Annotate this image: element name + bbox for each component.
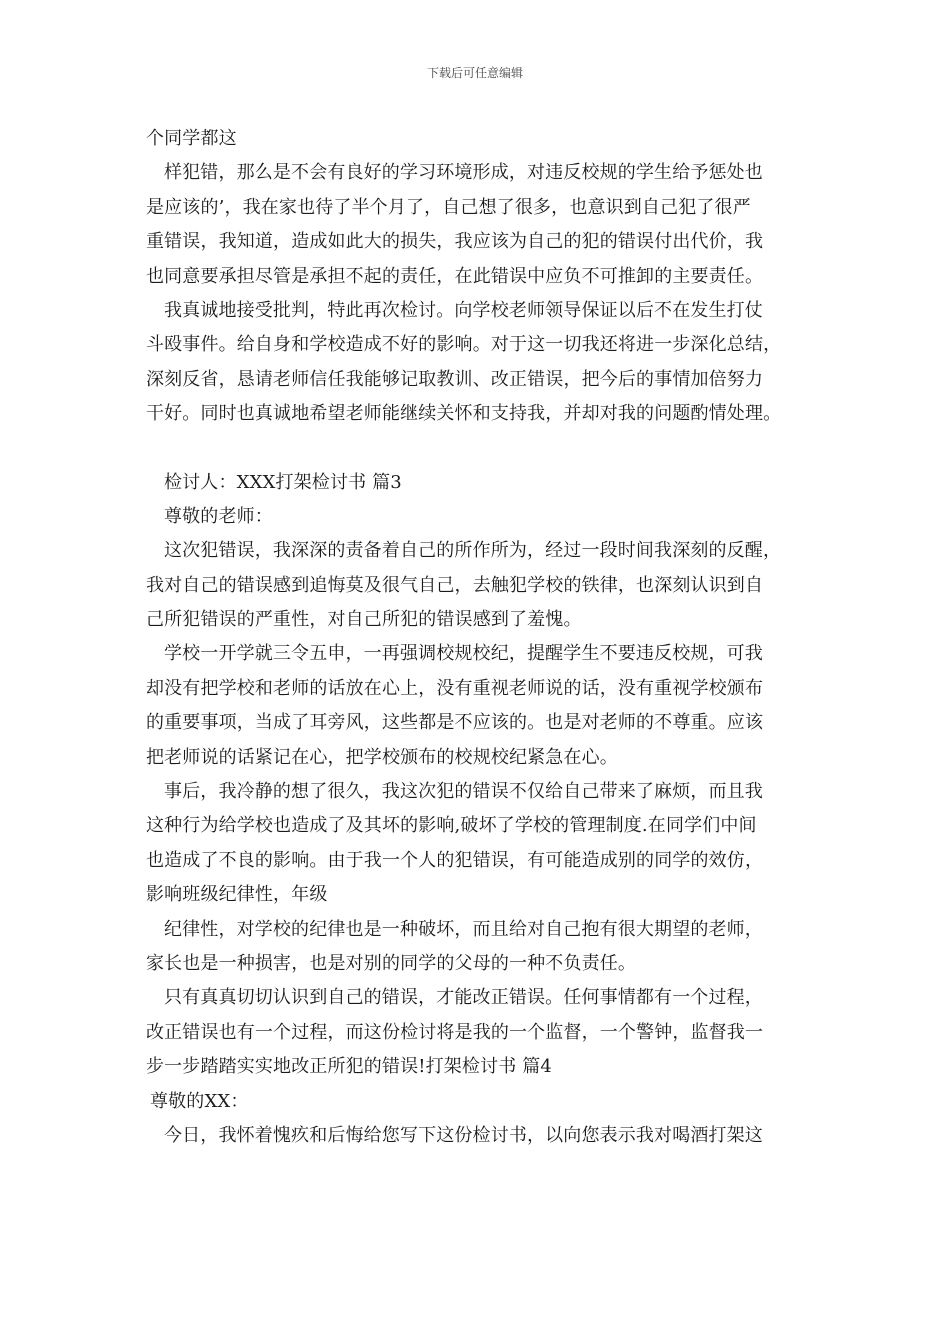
- text-line: 己所犯错误的严重性，对自己所犯的错误感到了羞愧。: [146, 609, 582, 631]
- text-line: 只有真真切切认识到自己的错误，才能改正错误。任何事情都有一个过程，: [164, 987, 763, 1009]
- text-line: 今日，我怀着愧疚和后悔给您写下这份检讨书，以向您表示我对喝酒打架这: [164, 1124, 763, 1146]
- text-line: 纪律性，对学校的纪律也是一种破坏，而且给对自己抱有很大期望的老师，: [164, 918, 763, 940]
- text-line: 深刻反省，恳请老师信任我能够记取教训、改正错误，把今后的事情加倍努力: [146, 368, 764, 390]
- text-line: 尊敬的XX：: [150, 1090, 249, 1112]
- text-line: 也同意要承担尽管是承担不起的责任，在此错误中应负不可推卸的主要责任。: [146, 265, 764, 287]
- text-line: 我真诚地接受批判，特此再次检讨。向学校老师领导保证以后不在发生打仗: [164, 299, 763, 321]
- text-line: 尊敬的老师：: [164, 505, 273, 527]
- text-line: 这次犯错误，我深深的责备着自己的所作所为，经过一段时间我深刻的反醒，: [164, 540, 782, 562]
- text-line: 的重要事项，当成了耳旁风，这些都是不应该的。也是对老师的不尊重。应该: [146, 712, 764, 734]
- text-line: 斗殴事件。给自身和学校造成不好的影响。对于这一切我还将进一步深化总结，: [146, 334, 782, 356]
- text-line: 样犯错，那么是不会有良好的学习环境形成，对违反校规的学生给予惩处也: [164, 162, 763, 184]
- text-line: 步一步踏踏实实地改正所犯的错误!打架检讨书 篇4: [146, 1056, 553, 1078]
- document-body: [146, 122, 816, 1153]
- text-line: 学校一开学就三令五申，一再强调校规校纪，提醒学生不要违反校规，可我: [164, 643, 763, 665]
- text-line: 重错误，我知道，造成如此大的损失，我应该为自己的犯的错误付出代价，我: [146, 231, 764, 253]
- text-line: 也造成了不良的影响。由于我一个人的犯错误，有可能造成别的同学的效仿，: [146, 849, 764, 871]
- page-header: 下载后可任意编辑: [426, 66, 523, 80]
- text-line: 干好。同时也真诚地希望老师能继续关怀和支持我，并却对我的问题酌情处理。: [146, 403, 782, 425]
- text-line: 影响班级纪律性，年级: [146, 884, 328, 906]
- text-line: 个同学都这: [146, 128, 237, 149]
- text-line: 检讨人：XXX打架检讨书 篇3: [164, 471, 402, 493]
- text-line: 家长也是一种损害，也是对别的同学的父母的一种不负责任。: [146, 952, 637, 974]
- text-line: 把老师说的话紧记在心，把学校颁布的校规校纪紧急在心。: [146, 746, 618, 768]
- text-line: 我对自己的错误感到追悔莫及很气自己，去触犯学校的铁律，也深刻认识到自: [146, 574, 764, 596]
- text-line: 却没有把学校和老师的话放在心上，没有重视老师说的话，没有重视学校颁布: [146, 677, 764, 699]
- text-line: 事后，我冷静的想了很久，我这次犯的错误不仅给自己带来了麻烦，而且我: [164, 781, 763, 803]
- paragraph-gap: [146, 432, 816, 466]
- text-line: 改正错误也有一个过程，而这份检讨将是我的一个监督，一个警钟，监督我一: [146, 1021, 764, 1043]
- text-line: 这种行为给学校也造成了及其坏的影响,破坏了学校的管理制度.在同学们中间: [146, 815, 757, 837]
- text-line: 是应该的’，我在家也待了半个月了，自己想了很多，也意识到自己犯了很严: [146, 196, 751, 218]
